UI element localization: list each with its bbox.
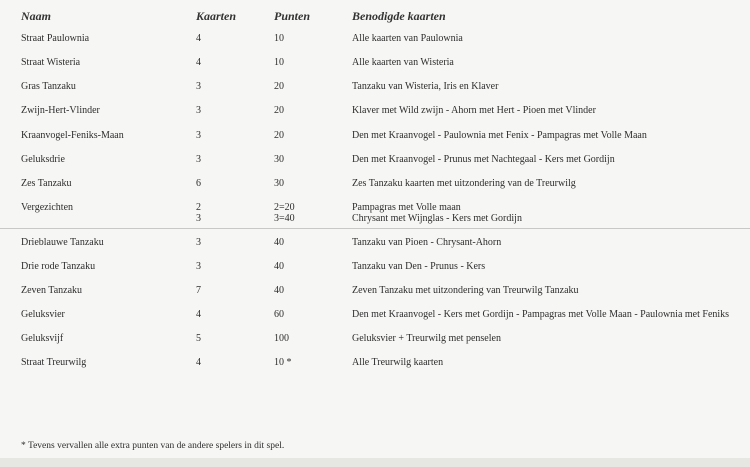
row-kaarten-line: 5 [196,333,201,344]
row-naam-line: Kraanvogel-Feniks-Maan [21,130,124,141]
row-naam [21,33,89,44]
row-benodigde-kaarten [352,333,501,344]
row-benodigde-kaarten-line: Alle kaarten van Paulownia [352,33,463,44]
row-punten [274,333,289,344]
row-benodigde-kaarten [352,33,463,44]
row-kaarten-line: 7 [196,285,201,296]
header-benodigde-kaarten: Benodigde kaarten [352,9,446,23]
row-naam-line: Drieblauwe Tanzaku [21,237,104,248]
row-benodigde-kaarten-line: Den met Kraanvogel - Kers met Gordijn - Pampagras met Volle Maan - Paulownia met Feniks [352,309,730,320]
row-punten-line-2: 3=40 [274,213,295,224]
row-kaarten [196,178,201,189]
row-kaarten [196,154,201,165]
row-punten [274,309,284,320]
row-punten-line: 10 * [274,357,292,368]
row-punten [274,261,284,272]
row-benodigde-kaarten-line: Tanzaku van Pioen - Chrysant-Ahorn [352,237,502,248]
row-benodigde-kaarten [352,261,485,272]
row-punten [274,357,292,368]
row-punten [274,237,284,248]
row-naam [21,357,86,368]
row-kaarten-line: 3 [196,81,201,92]
row-kaarten [196,285,201,296]
row-benodigde-kaarten-line: Den met Kraanvogel - Prunus met Nachtegaal - Kers met Gordijn [352,154,615,165]
row-benodigde-kaarten-line: Alle kaarten van Wisteria [352,57,454,68]
row-kaarten [196,81,201,92]
row-naam [21,333,63,344]
row-naam-line: Zes Tanzaku [21,178,72,189]
row-naam [21,285,82,296]
row-naam [21,202,73,213]
row-kaarten [196,309,201,320]
row-punten [274,105,284,116]
row-kaarten [196,357,201,368]
row-benodigde-kaarten [352,237,501,248]
row-benodigde-kaarten [352,309,729,320]
row-kaarten-line: 3 [196,105,201,116]
row-naam-line: Vergezichten [21,202,74,213]
row-naam [21,309,65,320]
row-naam [21,261,95,272]
row-benodigde-kaarten [352,285,579,296]
row-naam-line: Geluksvijf [21,333,64,344]
row-naam [21,130,124,141]
row-punten [274,154,284,165]
section-divider [0,228,750,229]
row-benodigde-kaarten-line: Den met Kraanvogel - Paulownia met Fenix - Pampagras met Volle Maan [352,130,647,141]
row-benodigde-kaarten [352,202,522,224]
row-kaarten-line: 4 [196,309,201,320]
row-punten-line: 20 [274,105,284,116]
row-kaarten [196,333,201,344]
row-punten-line: 10 [274,57,284,68]
row-benodigde-kaarten [352,57,454,68]
row-punten [274,202,295,224]
row-punten-line: 10 [274,33,284,44]
header-naam: Naam [21,9,51,23]
row-naam-line: Straat Paulownia [21,33,90,44]
row-benodigde-kaarten-line: Alle Treurwilg kaarten [352,357,444,368]
row-kaarten [196,202,201,224]
row-benodigde-kaarten-line: Pampagras met Volle maan [352,202,461,213]
row-punten-line: 40 [274,285,284,296]
row-punten-line: 40 [274,237,284,248]
row-naam [21,81,76,92]
row-naam-line: Geluksvier [21,309,65,320]
row-naam-line: Drie rode Tanzaku [21,261,96,272]
row-punten-line: 100 [274,333,289,344]
row-naam-line: Straat Treurwilg [21,357,87,368]
row-naam [21,237,104,248]
row-naam-line: Straat Wisteria [21,57,81,68]
row-naam [21,105,100,116]
row-naam-line: Geluksdrie [21,154,65,165]
footnote: * Tevens vervallen alle extra punten van de andere spelers in dit spel. [21,441,285,451]
row-punten-line: 30 [274,178,284,189]
row-punten [274,285,284,296]
row-benodigde-kaarten [352,105,596,116]
row-benodigde-kaarten [352,357,443,368]
row-kaarten-line: 3 [196,261,201,272]
row-punten [274,57,284,68]
row-benodigde-kaarten-line: Klaver met Wild zwijn - Ahorn met Hert - Pioen met Vlinder [352,105,596,116]
row-benodigde-kaarten [352,81,498,92]
row-kaarten-line: 4 [196,357,201,368]
row-naam [21,178,71,189]
row-kaarten-line: 2 [196,202,201,213]
row-punten-line: 60 [274,309,284,320]
row-benodigde-kaarten-line: Tanzaku van Wisteria, Iris en Klaver [352,81,499,92]
row-benodigde-kaarten [352,154,615,165]
row-punten-line: 30 [274,154,284,165]
row-benodigde-kaarten-line: Zes Tanzaku kaarten met uitzondering van de Treurwilg [352,178,576,189]
row-kaarten-line: 3 [196,237,201,248]
row-naam-line: Zwijn-Hert-Vlinder [21,105,100,116]
row-naam-line: Zeven Tanzaku [21,285,83,296]
page-bottom-edge [0,458,750,467]
row-kaarten-line: 3 [196,130,201,141]
row-kaarten [196,261,201,272]
row-kaarten-line-2: 3 [196,213,201,224]
row-kaarten-line: 4 [196,33,201,44]
row-kaarten [196,57,201,68]
row-benodigde-kaarten-line: Geluksvier + Treurwilg met penselen [352,333,501,344]
row-benodigde-kaarten-line: Tanzaku van Den - Prunus - Kers [352,261,486,272]
row-benodigde-kaarten-line: Zeven Tanzaku met uitzondering van Treurwilg Tanzaku [352,285,579,296]
row-benodigde-kaarten-line-2: Chrysant met Wijnglas - Kers met Gordijn [352,213,522,224]
row-kaarten-line: 6 [196,178,201,189]
row-kaarten-line: 3 [196,154,201,165]
row-punten [274,178,284,189]
row-benodigde-kaarten [352,130,647,141]
row-punten-line: 2=20 [274,202,295,213]
row-punten [274,33,284,44]
row-punten-line: 20 [274,130,284,141]
row-benodigde-kaarten [352,178,576,189]
row-punten [274,130,284,141]
row-kaarten [196,105,201,116]
header-punten: Punten [274,9,311,23]
row-kaarten-line: 4 [196,57,201,68]
row-kaarten [196,33,201,44]
row-naam-line: Gras Tanzaku [21,81,76,92]
row-naam [21,154,65,165]
header-kaarten: Kaarten [196,9,237,23]
row-kaarten [196,237,201,248]
row-punten [274,81,284,92]
row-naam [21,57,80,68]
row-punten-line: 20 [274,81,284,92]
row-punten-line: 40 [274,261,284,272]
row-kaarten [196,130,201,141]
